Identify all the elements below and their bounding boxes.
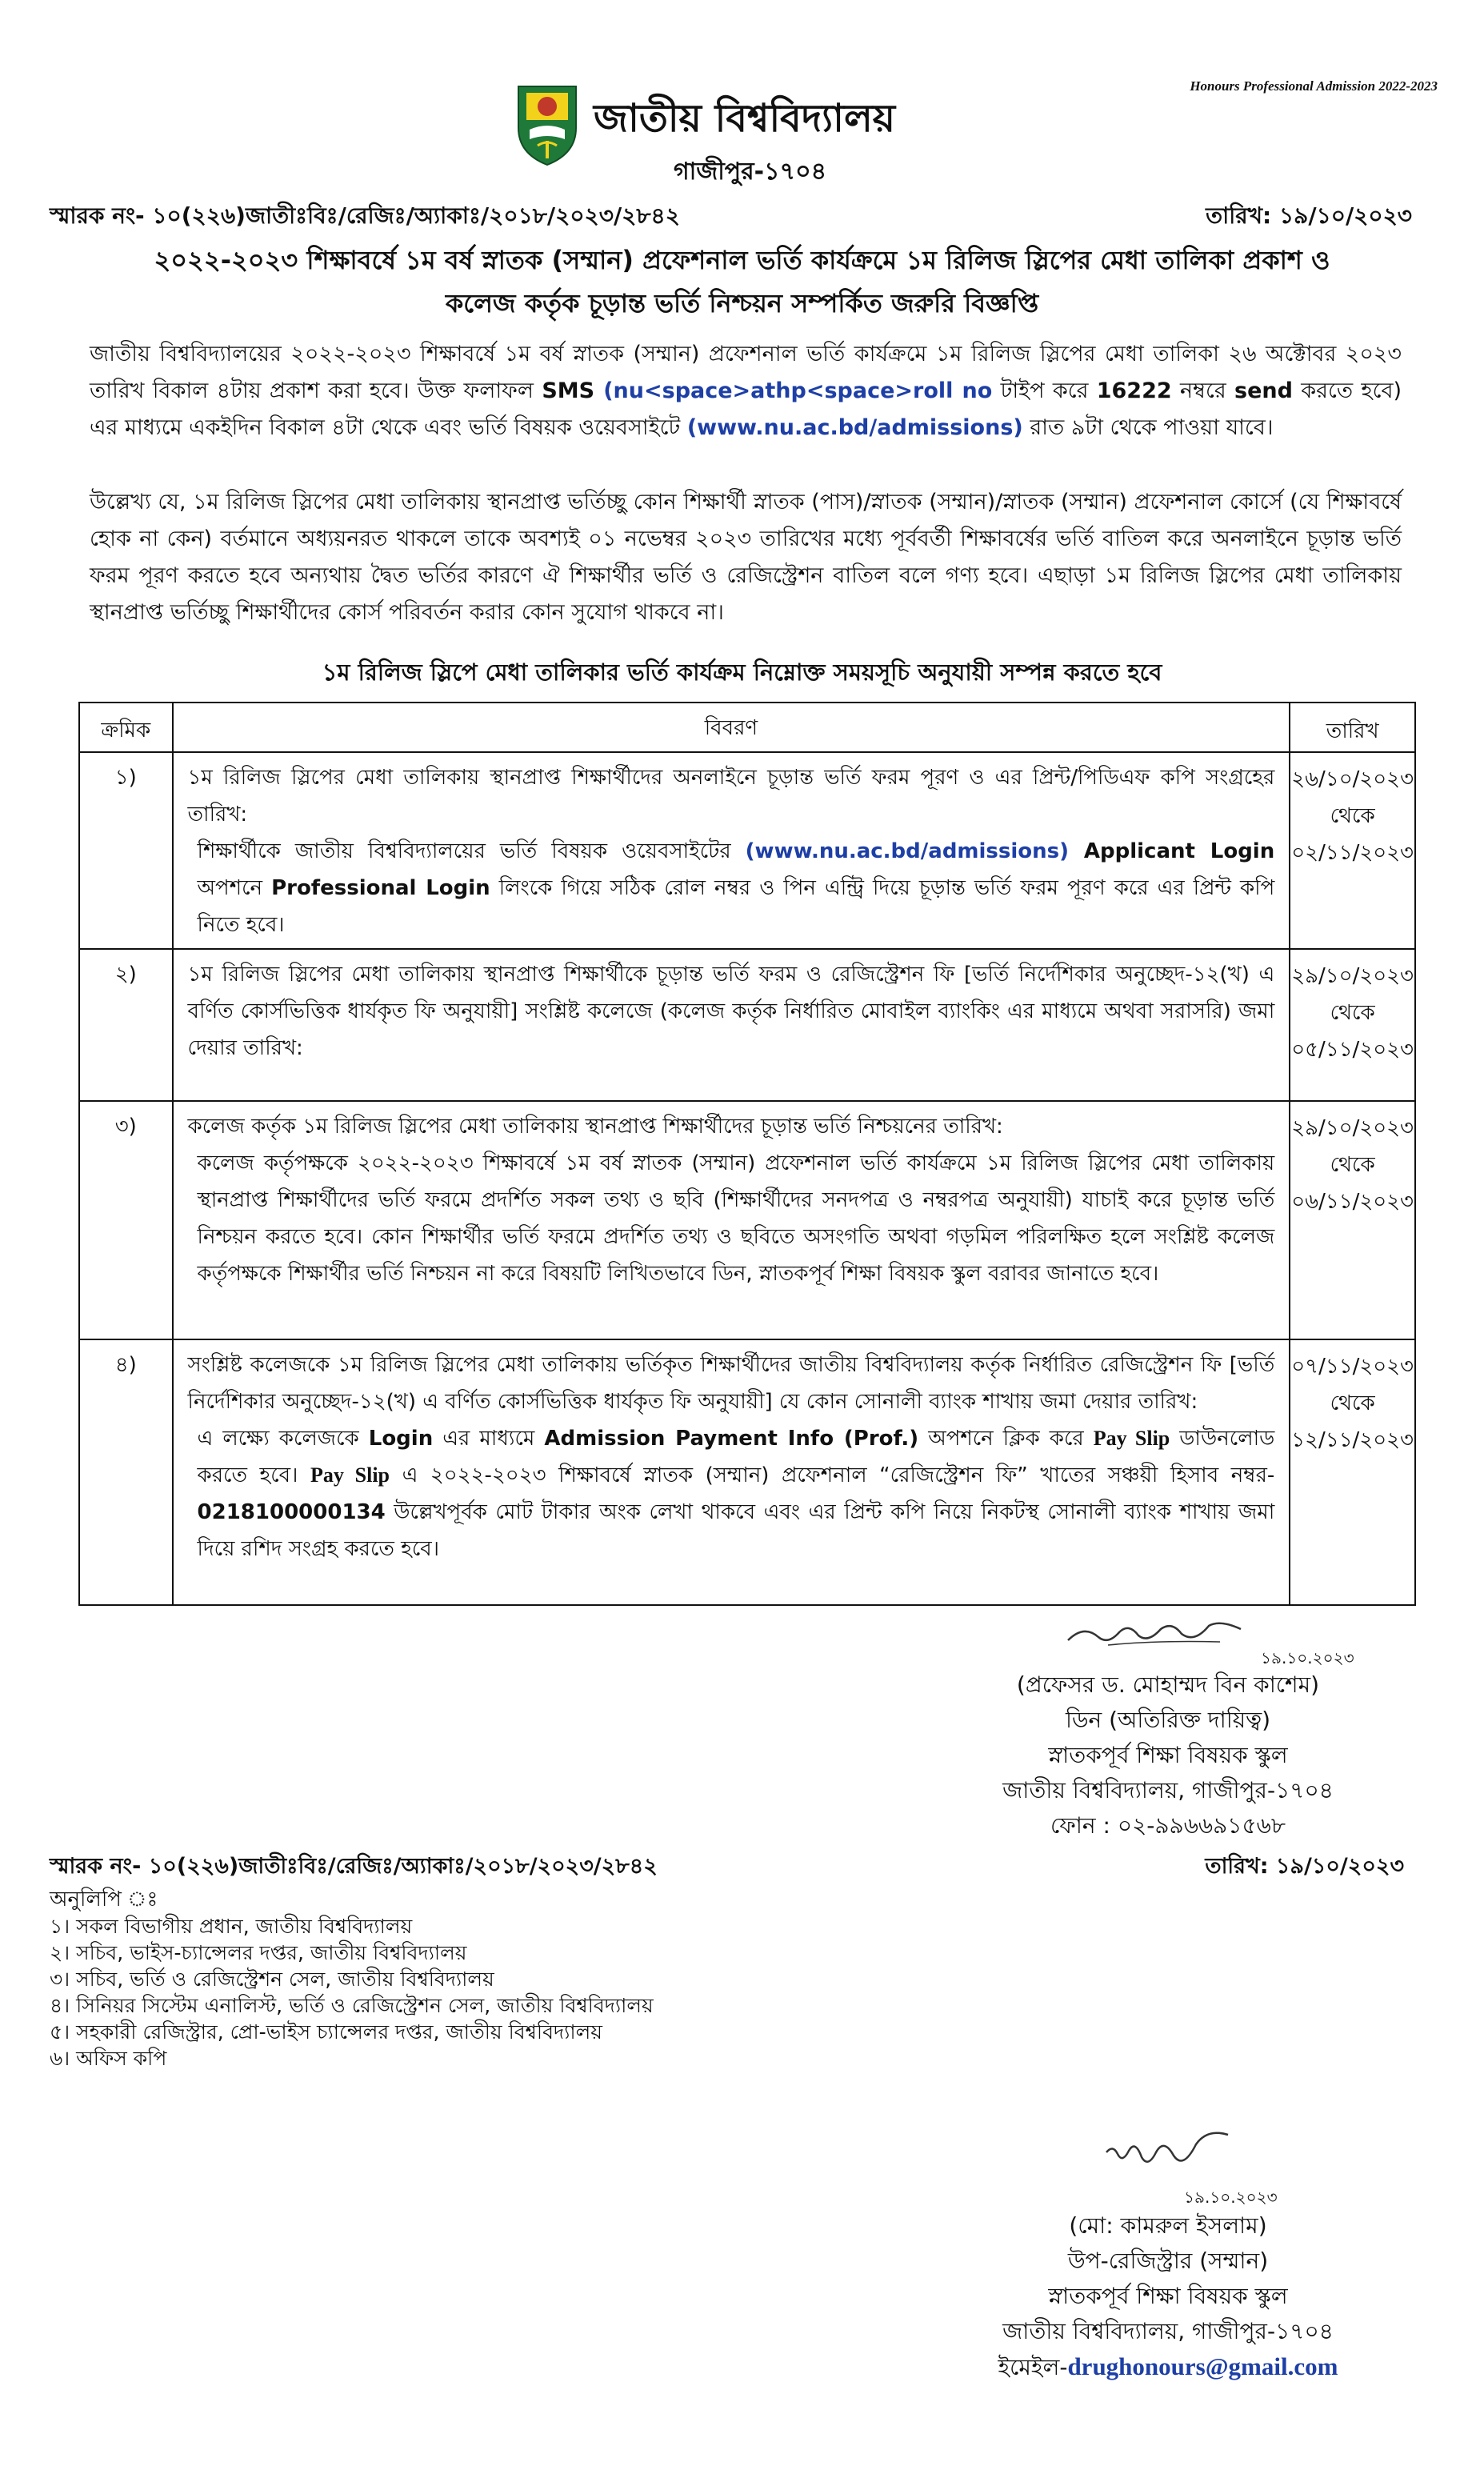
signatory-name: (মো: কামরুল ইসলাম): [1069, 2212, 1267, 2239]
sms-code: (nu<space>athp<space>roll no: [594, 378, 993, 403]
signatory-block-2: [960, 2208, 1376, 2385]
university-city: গাজীপুর-১৭০৪: [674, 158, 827, 186]
signatory-org: জাতীয় বিশ্ববিদ্যালয়, গাজীপুর-১৭০৪: [1002, 2318, 1334, 2344]
row-description: সংশ্লিষ্ট কলেজকে ১ম রিলিজ স্লিপের মেধা তালিকায় ভর্তিকৃত শিক্ষার্থীদের জাতীয় বিশ্ববিদ্যালয় কর্তৃক নির্ধারিত রেজিস্ট্রেশন ফি [ভর্তি নির্দেশিকার অনুচ্ছেদ-১২(খ) এ বর্ণিত কোর্সভিত্তিক ধার্যকৃত ফি অনুযায়ী] যে কোন সোনালী ব্যাংক শাখায় জমা দেয়ার তারিখ: এ লক্ষ্যে কলেজকে Login এর মাধ্যমে Admission Payment Info (Prof.) অপশনে ক্লিক করে Pay Slip ডাউনলোড করতে হবে। Pay Slip এ ২০২২-২০২৩ শিক্ষাবর্ষে স্নাতক (সম্মান) প্রফেশনাল “রেজিস্ট্রেশন ফি” খাতের সঞ্চয়ী হিসাব নম্বর- 0218100000134 উল্লেখপূর্বক মোট টাকার অংক লেখা থাকবে এবং এর প্রিন্ট কপি নিয়ে নিকটস্থ সোনালী ব্যাংক শাখায় জমা দিয়ে রশিদ সংগ্রহ করতে হবে।: [173, 1339, 1290, 1605]
list-item: ১। সকল বিভাগীয় প্রধান, জাতীয় বিশ্ববিদ্যালয়: [50, 1915, 413, 1938]
signatory-name: (প্রফেসর ড. মোহাম্মদ বিন কাশেম): [1016, 1671, 1320, 1698]
signatory-dept: স্নাতকপূর্ব শিক্ষা বিষয়ক স্কুল: [1048, 2283, 1288, 2309]
copy-label: অনুলিপি ঃ: [50, 1888, 158, 1912]
header-description: বিবরণ: [173, 703, 1290, 752]
schedule-table: [78, 702, 1416, 1606]
table-row: [79, 949, 1415, 1101]
notice-title-line2: কলেজ কর্তৃক চূড়ান্ত ভর্তি নিশ্চয়ন সম্পর্কিত জরুরি বিজ্ঞপ্তি: [445, 288, 1039, 318]
row-description: কলেজ কর্তৃক ১ম রিলিজ স্লিপের মেধা তালিকায় স্থানপ্রাপ্ত শিক্ষার্থীদের চূড়ান্ত ভর্তি নিশ্চয়নের তারিখ: কলেজ কর্তৃপক্ষকে ২০২২-২০২৩ শিক্ষাবর্ষে ১ম বর্ষ স্নাতক (সম্মান) প্রফেশনাল ভর্তি কার্যক্রমে ১ম রিলিজ স্লিপের মেধা তালিকায় স্থানপ্রাপ্ত শিক্ষার্থীদের ভর্তি ফরমে প্রদর্শিত সকল তথ্য ও ছবি (শিক্ষার্থীদের সনদপত্র ও নম্বরপত্র অনুযায়ী) যাচাই করে চূড়ান্ত ভর্তি নিশ্চয়ন করতে হবে। কোন শিক্ষার্থীর ভর্তি ফরমে প্রদর্শিত তথ্য ও ছবিতে অসংগতি অথবা গড়মিল পরিলক্ষিত হলে সংশ্লিষ্ট কলেজ কর্তৃপক্ষকে শিক্ষার্থীর ভর্তি নিশ্চয়ন না করে বিষয়টি লিখিতভাবে ডিন, স্নাতকপূর্ব শিক্ষা বিষয়ক স্কুল বরাবর জানাতে হবে।: [173, 1101, 1290, 1339]
signatory-title: উপ-রেজিস্ট্রার (সম্মান): [1067, 2248, 1269, 2274]
paragraph-2: উল্লেখ্য যে, ১ম রিলিজ স্লিপের মেধা তালিকায় স্থানপ্রাপ্ত ভর্তিচ্ছু কোন শিক্ষার্থী স্নাতক (পাস)/স্নাতক (সম্মান)/স্নাতক (সম্মান) প্রফেশনাল কোর্সে (যে শিক্ষাবর্ষে হোক না কেন) বর্তমানে অধ্যয়নরত থাকলে তাকে অবশ্যই ০১ নভেম্বর ২০২৩ তারিখের মধ্যে পূর্ববর্তী শিক্ষাবর্ষের ভর্তি বাতিল করে অনলাইনে চূড়ান্ত ভর্তি ফরম পূরণ করতে হবে অন্যথায় দ্বৈত ভর্তির কারণে ঐ শিক্ষার্থীর ভর্তি ও রেজিস্ট্রেশন বাতিল বলে গণ্য হবে। এছাড়া ১ম রিলিজ স্লিপের মেধা তালিকায় স্থানপ্রাপ্ত ভর্তিচ্ছু শিক্ষার্থীদের কোর্স পরিবর্তন করার কোন সুযোগ থাকবে না।: [90, 490, 1402, 625]
signatory-org: জাতীয় বিশ্ববিদ্যালয়, গাজীপুর-১৭০৪: [1002, 1777, 1334, 1803]
university-name: জাতীয় বিশ্ববিদ্যালয়: [594, 96, 895, 141]
top-note: Honours Professional Admission 2022-2023: [1190, 78, 1438, 94]
row-date: ২৯/১০/২০২৩ থেকে ০৬/১১/২০২৩: [1290, 1101, 1415, 1339]
signatory-title: ডিন (অতিরিক্ত দায়িত্ব): [1065, 1707, 1271, 1733]
memo-date-2: তারিখ: ১৯/১০/২০২৩: [1205, 1854, 1404, 1879]
university-logo: [514, 80, 581, 168]
row-serial: ৪): [79, 1339, 173, 1605]
signatory-email-line: ইমেইল-drughonours@gmail.com: [998, 2352, 1338, 2380]
memo-number-2: স্মারক নং- ১০(২২৬)জাতীঃবিঃ/রেজিঃ/অ্যাকাঃ/২০১৮/২০২৩/২৮৪২: [50, 1854, 658, 1879]
list-item: ৪। সিনিয়র সিস্টেম এনালিস্ট, ভর্তি ও রেজিস্ট্রেশন সেল, জাতীয় বিশ্ববিদ্যালয়: [50, 1994, 654, 2017]
signatory-phone: ফোন : ০২-৯৯৬৬৯১৫৬৮: [1050, 1812, 1286, 1839]
row-description: ১ম রিলিজ স্লিপের মেধা তালিকায় স্থানপ্রাপ্ত শিক্ষার্থীদের অনলাইনে চূড়ান্ত ভর্তি ফরম পূরণ ও এর প্রিন্ট/পিডিএফ কপি সংগ্রহের তারিখ: শিক্ষার্থীকে জাতীয় বিশ্ববিদ্যালয়ের ভর্তি বিষয়ক ওয়েবসাইটের (www.nu.ac.bd/admissions) Applicant Login অপশনে Professional Login লিংকে গিয়ে সঠিক রোল নম্বর ও পিন এন্ট্রি দিয়ে চূড়ান্ত ভর্তি ফরম পূরণ করে এর প্রিন্ট কপি নিতে হবে।: [173, 752, 1290, 949]
list-item: ৬। অফিস কপি: [50, 2047, 167, 2070]
header-serial: ক্রমিক: [79, 703, 173, 752]
admission-url[interactable]: (www.nu.ac.bd/admissions): [686, 415, 1023, 440]
table-header-row: [79, 703, 1415, 752]
memo-date: তারিখ: ১৯/১০/২০২৩: [1206, 202, 1412, 229]
schedule-heading: ১ম রিলিজ স্লিপে মেধা তালিকার ভর্তি কার্যক্রম নিম্নোক্ত সময়সূচি অনুযায়ী সম্পন্ন করতে হবে: [322, 659, 1162, 686]
row-date: ২৯/১০/২০২৩ থেকে ০৫/১১/২০২৩: [1290, 949, 1415, 1101]
memo-number: স্মারক নং- ১০(২২৬)জাতীঃবিঃ/রেজিঃ/অ্যাকাঃ/২০১৮/২০২৩/২৮৪২: [50, 202, 680, 229]
row-serial: ১): [79, 752, 173, 949]
notice-title-line1: ২০২২-২০২৩ শিক্ষাবর্ষে ১ম বর্ষ স্নাতক (সম্মান) প্রফেশনাল ভর্তি কার্যক্রমে ১ম রিলিজ স্লিপের মেধা তালিকা প্রকাশ ও: [154, 245, 1330, 275]
list-item: ৩। সচিব, ভর্তি ও রেজিস্ট্রেশন সেল, জাতীয় বিশ্ববিদ্যালয়: [50, 1968, 494, 1991]
copy-list: [50, 1887, 654, 2072]
signature-image: [1100, 2120, 1244, 2184]
row-description: ১ম রিলিজ স্লিপের মেধা তালিকায় স্থানপ্রাপ্ত শিক্ষার্থীকে চূড়ান্ত ভর্তি ফরম ও রেজিস্ট্রেশন ফি [ভর্তি নির্দেশিকার অনুচ্ছেদ-১২(খ) এ বর্ণিত কোর্সভিত্তিক ধার্যকৃত ফি অনুযায়ী] সংশ্লিষ্ট কলেজে (কলেজ কর্তৃক নির্ধারিত মোবাইল ব্যাংকিং এর মাধ্যমে অথবা সরাসরি) জমা দেয়ার তারিখ:: [173, 949, 1290, 1101]
list-item: ৫। সহকারী রেজিস্ট্রার, প্রো-ভাইস চ্যান্সেলর দপ্তর, জাতীয় বিশ্ববিদ্যালয়: [50, 2020, 602, 2044]
row-serial: ৩): [79, 1101, 173, 1339]
signatory-dept: স্নাতকপূর্ব শিক্ষা বিষয়ক স্কুল: [1048, 1742, 1288, 1768]
row-serial: ২): [79, 949, 173, 1101]
signature-image: [1060, 1610, 1252, 1658]
table-row: [79, 1101, 1415, 1339]
row-date: ২৬/১০/২০২৩ থেকে ০২/১১/২০২৩: [1290, 752, 1415, 949]
admission-url[interactable]: (www.nu.ac.bd/admissions): [745, 839, 1070, 863]
row-date: ০৭/১১/২০২৩ থেকে ১২/১১/২০২৩: [1290, 1339, 1415, 1605]
signatory-block-1: [944, 1667, 1392, 1843]
email-link[interactable]: drughonours@gmail.com: [1067, 2352, 1338, 2380]
list-item: ২। সচিব, ভাইস-চ্যান্সেলর দপ্তর, জাতীয় বিশ্ববিদ্যালয়: [50, 1941, 467, 1964]
account-number: 0218100000134: [197, 1500, 386, 1524]
sms-number: 16222: [1096, 378, 1172, 403]
table-row: [79, 752, 1415, 949]
header-date: তারিখ: [1290, 703, 1415, 752]
table-row: [79, 1339, 1415, 1605]
signature-date-2: ১৯.১০.২০২৩: [1184, 2188, 1278, 2207]
signature-date: ১৯.১০.২০২৩: [1261, 1648, 1354, 1667]
paragraph-1: জাতীয় বিশ্ববিদ্যালয়ের ২০২২-২০২৩ শিক্ষাবর্ষে ১ম বর্ষ স্নাতক (সম্মান) প্রফেশনাল ভর্তি কার্যক্রমে ১ম রিলিজ স্লিপের মেধা তালিকা ২৬ অক্টোবর ২০২৩ তারিখ বিকাল ৪টায় প্রকাশ করা হবে। উক্ত ফলাফল SMS (nu<space>athp<space>roll no টাইপ করে 16222 নম্বরে send করতে হবে) এর মাধ্যমে একইদিন বিকাল ৪টা থেকে এবং ভর্তি বিষয়ক ওয়েবসাইটে (www.nu.ac.bd/admissions) রাত ৯টা থেকে পাওয়া যাবে।: [90, 342, 1402, 440]
